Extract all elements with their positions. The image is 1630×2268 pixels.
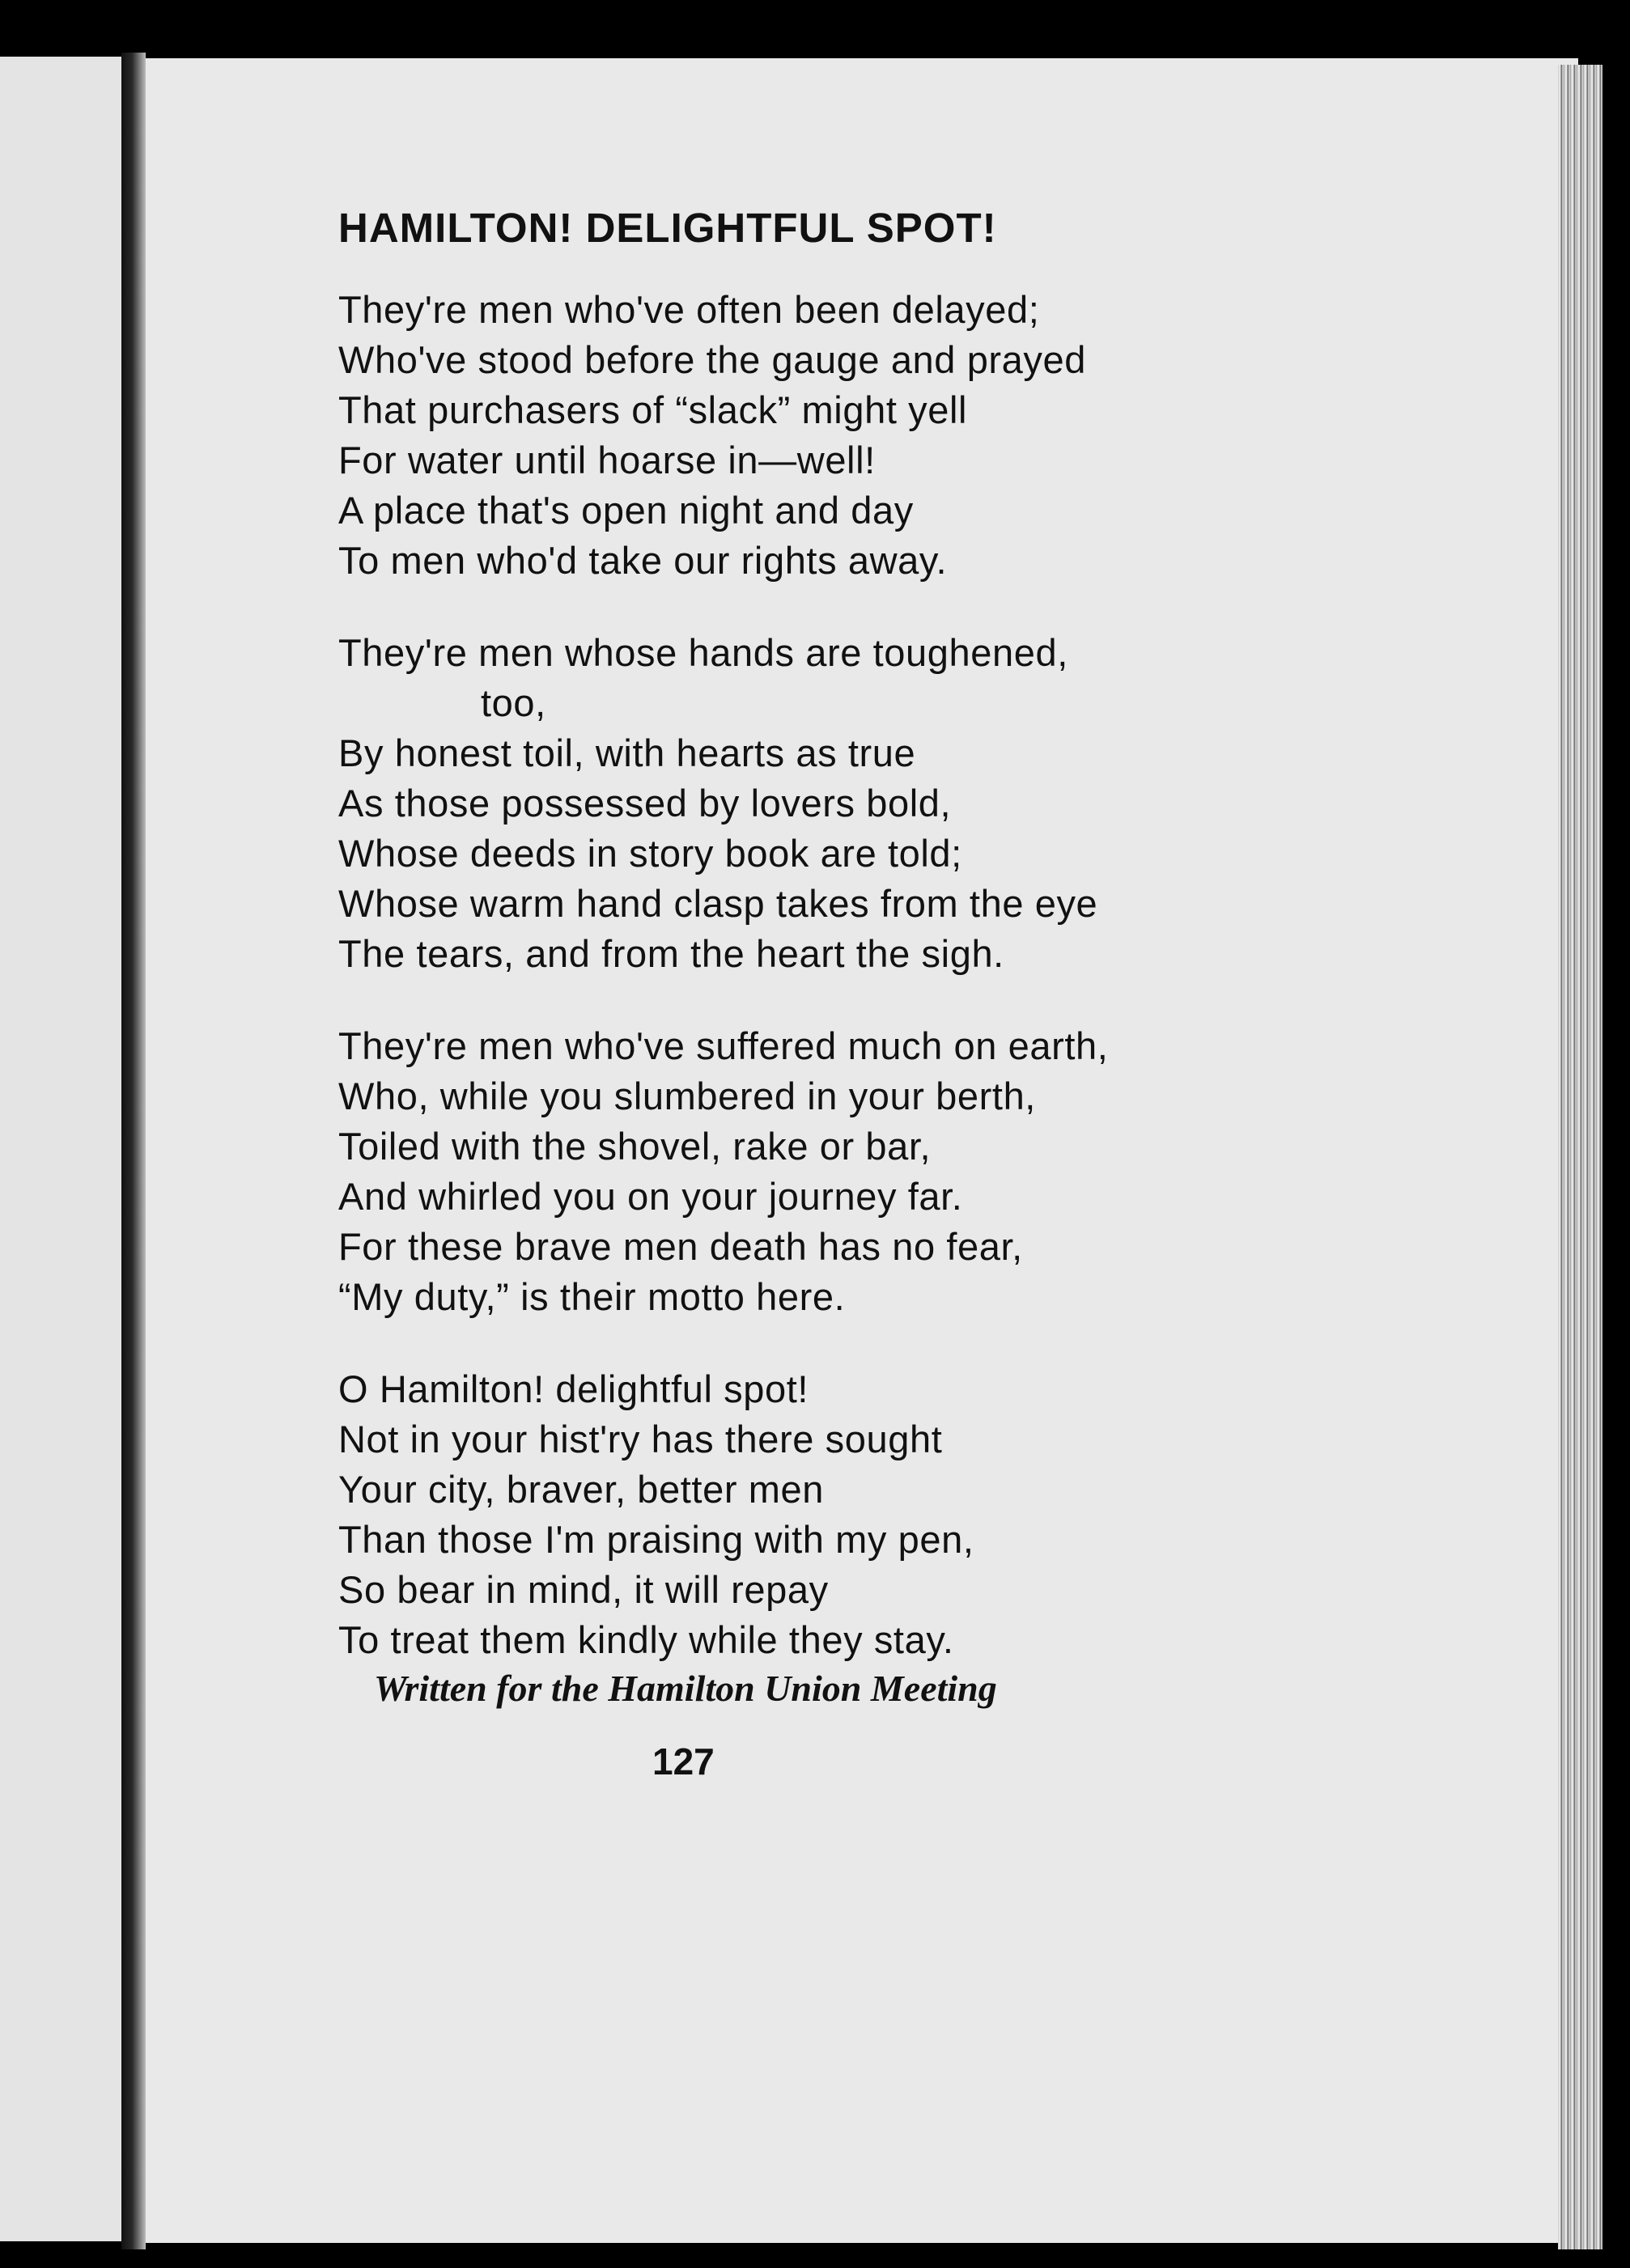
poem-line: Whose deeds in story book are told; xyxy=(338,832,962,875)
page-number: 127 xyxy=(652,1740,715,1783)
stanza-4 xyxy=(338,1364,1245,1665)
poem-line: Your city, braver, better men xyxy=(338,1468,824,1511)
poem-line: They're men who've often been delayed; xyxy=(338,288,1040,331)
left-page-edge xyxy=(0,57,121,2241)
poem-line: Not in your hist'ry has there sought xyxy=(338,1418,943,1460)
stanza-2 xyxy=(338,628,1245,979)
stanza-3 xyxy=(338,1021,1245,1322)
poem-line: And whirled you on your journey far. xyxy=(338,1175,963,1218)
poem-line: A place that's open night and day xyxy=(338,489,914,532)
poem-line: Who've stood before the gauge and prayed xyxy=(338,338,1086,381)
poem-line: Who, while you slumbered in your berth, xyxy=(338,1075,1036,1117)
poem-block xyxy=(338,204,1245,1707)
poem-line: To men who'd take our rights away. xyxy=(338,539,948,582)
poem-title: HAMILTON! DELIGHTFUL SPOT! xyxy=(338,205,997,251)
poem-line: Toiled with the shovel, rake or bar, xyxy=(338,1125,932,1168)
poem-line: They're men who've suffered much on earth, xyxy=(338,1024,1109,1067)
book-gutter xyxy=(121,53,146,2249)
poem-line-continuation: too, xyxy=(481,681,546,724)
poem-line: So bear in mind, it will repay xyxy=(338,1568,829,1611)
poem-line: Than those I'm praising with my pen, xyxy=(338,1518,974,1561)
poem-line: As those possessed by lovers bold, xyxy=(338,782,952,825)
poem-line: That purchasers of “slack” might yell xyxy=(338,388,968,431)
poem-line: “My duty,” is their motto here. xyxy=(338,1275,846,1318)
poem-line: The tears, and from the heart the sigh. xyxy=(338,932,1004,975)
stanza-1 xyxy=(338,285,1245,586)
poem-line: Whose warm hand clasp takes from the eye xyxy=(338,882,1098,925)
poem-line: By honest toil, with hearts as true xyxy=(338,731,916,774)
poem-line: For these brave men death has no fear, xyxy=(338,1225,1023,1268)
poem-body xyxy=(338,285,1245,1665)
poem-line: O Hamilton! delightful spot! xyxy=(338,1367,809,1410)
poem-line: For water until hoarse in—well! xyxy=(338,439,876,481)
poem-line: They're men whose hands are toughened, xyxy=(338,631,1068,674)
poem-footnote: Written for the Hamilton Union Meeting xyxy=(374,1668,997,1709)
poem-line: To treat them kindly while they stay. xyxy=(338,1618,954,1661)
page-stack-edge xyxy=(1558,65,1602,2249)
